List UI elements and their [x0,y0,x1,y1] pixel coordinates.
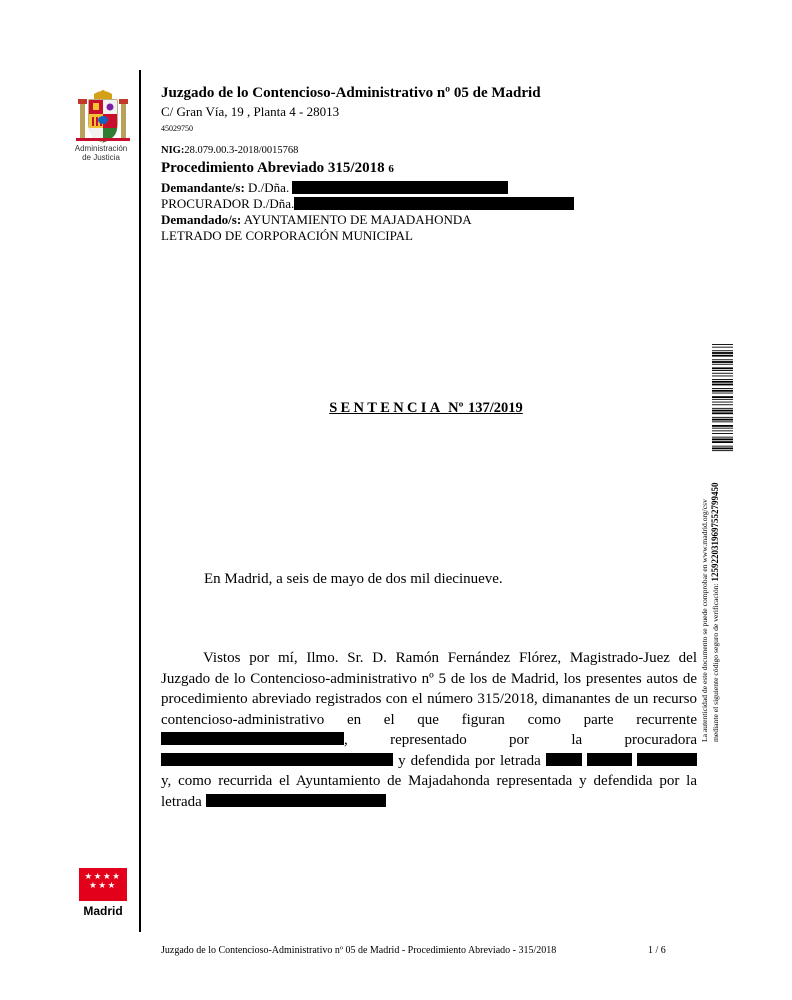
plaintiff-line [161,180,508,196]
redaction-bar [294,197,574,210]
procurador-line [161,196,574,212]
sentence-title [0,400,792,417]
sentence-title-number: Nº 137/2019 [448,400,523,416]
defendant-line [161,212,472,228]
nig-line [161,145,298,156]
barcode-icon [712,344,733,452]
plaintiff-label: Demandante/s: [161,180,245,195]
redaction-bar [546,753,582,766]
margin-rule [139,70,141,932]
redaction-bar [292,181,508,194]
madrid-logo-text: Madrid [83,904,123,918]
date-line: En Madrid, a seis de mayo de dos mil diecinueve. [204,571,503,587]
body-part1: Vistos por mí, Ilmo. Sr. D. Ramón Fernández Flórez, Magistrado-Juez del Juzgado de lo Contencioso-administrativo nº 5 de los de Madrid, los presentes autos de procedimiento abreviado registrados con el número 315/2018, dimanantes de un recurso contencioso-administrativo en el que figuran como parte recurrente [161,650,697,728]
redaction-bar [587,753,632,766]
redaction-bar [206,794,386,807]
body-paragraph [161,648,697,812]
svg-text:mediante el siguiente código s [710,482,720,742]
administracion-justicia-label: Administración de Justicia [74,144,128,162]
body-part3: y defendida por letrada [398,752,541,769]
coat-of-arms-icon [74,88,132,146]
footer-text: Juzgado de lo Contencioso-Administrativo nº 05 de Madrid - Procedimiento Abreviado - 315/2018 [161,945,557,956]
lawyer-line: LETRADO DE CORPORACIÓN MUNICIPAL [161,228,413,243]
procurador-label: PROCURADOR D./Dña. [161,196,295,211]
sentence-title-letters: SENTENCIA [329,400,444,416]
body-part4: y, como recurrida el Ayuntamiento de Majadahonda representada y defendida por la letrada [161,773,697,810]
plaintiff-prefix: D./Dña. [248,180,290,195]
nig-label: NIG: [161,145,185,156]
court-address: C/ Gran Vía, 19 , Planta 4 - 28013 [161,104,340,119]
court-name: Juzgado de lo Contencioso-Administrativo nº 05 de Madrid [161,85,541,101]
procedure-suffix: 6 [388,163,394,175]
body-part2: , representado por la procuradora [344,732,697,748]
nig-value: 28.079.00.3-2018/0015768 [184,145,299,156]
verification-line2: mediante el siguiente código seguro de verificación: [711,583,720,742]
procedure-title [161,160,394,177]
defendant-value: AYUNTAMIENTO DE MAJADAHONDA [243,212,472,227]
redaction-bar [161,732,344,745]
redaction-bar [161,753,393,766]
madrid-stars-icon: ★★★★ ★★★ [84,872,122,891]
page-number: 1 / 6 [648,945,666,956]
verification-code: 1259220319697552799450 [710,482,720,582]
verification-line1: La autenticidad de este documento se puede comprobar en www.madrid.org/csv [700,499,709,742]
procedure-text: Procedimiento Abreviado 315/2018 [161,160,385,176]
court-code: 45029750 [161,124,193,133]
defendant-label: Demandado/s: [161,212,242,227]
redaction-bar [637,753,697,766]
